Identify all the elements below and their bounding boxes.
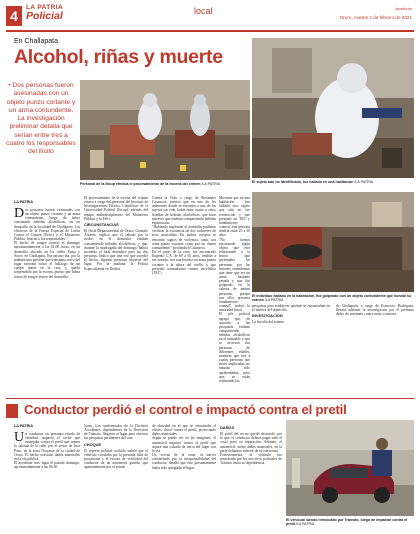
photo1-caption — [80, 182, 250, 186]
victim-room-image — [252, 192, 414, 292]
story-headline[interactable]: Alcohol, riñas y muerte — [14, 46, 223, 68]
story2-col4-text: El pretil del sector quedó destruido, por lo que, el conductor deberá pagar todo el costo para su reparación. Además, el automóvil, sufrió daños materiales, en la parte delantera inferior de su estructura. — [220, 432, 282, 453]
story2-headline[interactable]: Conductor perdió el control e impactó contra el pretil — [24, 402, 347, 417]
story1-column2 — [84, 196, 148, 394]
section-marker-icon — [6, 404, 18, 418]
header-rule — [6, 30, 414, 32]
logo-section: Policial — [26, 10, 63, 22]
story2-col1-text: n conductor en presunto estado de ebriedad, impactó el coche que manejaba contra el pretil que separa la calzada de la calle, por el sector de Inca Pozo, en la zona Noroeste de la ciudad de Oruro. El hecho ocasionó daños materiales en la vía pública. — [14, 432, 80, 461]
photo3-caption — [252, 294, 414, 303]
photo2-credit: /LA PATRIA — [354, 180, 374, 184]
page-header — [0, 0, 420, 34]
issue-date: Oruro, martes 2 de febrero de 2021 — [339, 15, 412, 20]
story1-col4-wrap — [219, 196, 250, 394]
car-photo[interactable] — [286, 420, 414, 516]
story2-col3c-text: Un vecino de la zona, al mover consternado por la irresponsabilidad del conductor, detalló que éste presuntamente había sido arreglado el lugar. — [152, 453, 216, 470]
investigation-subhead: INVESTIGACIÓN — [252, 313, 283, 319]
story1-col4b-text: "No hemos encontrado algún objeto que esté relacionado a la lesión que presentaba las personas, por las lesiones entendemos que tiene que ser un arma bastante pesada y que fue golpeado en la cabeza de ambas personas, porque son ellos presenta hundimiento craneal", indicó la autoridad fiscal. — [219, 237, 250, 313]
room-image — [252, 38, 414, 178]
crash-subhead: CHOQUE — [84, 441, 102, 447]
dropcap: D — [14, 208, 25, 221]
story2-col2b-text: El reporte policial recibido señala que el vehículo circulaba por la presunta falta de precaución y el exceso de velocidad del conductor de un automóvil guinda, que aparentemente por el estado — [84, 448, 148, 470]
damage-subhead: DAÑOS — [220, 425, 235, 430]
story1-column1 — [14, 208, 80, 394]
story1-col2b-text: El fiscal Departamental de Oruro, Gonzalo Álvarez, explicó que el sábado por la noche, en el domicilio estaban consumiendo bebidas alcohólicas, y que, durante la madrugada del domingo, habría sucedido el fatal desenlace para las dos personas. Indicó que una vez que sucedió el hecho, algunas personas huyeron del lugar. Por la mañana, la Policía Especializada en Delitos — [84, 229, 148, 271]
story2-col3-text: de ebriedad en el que se encontraba el chofer, chocó contra el pretil, provocando daños materiales. — [152, 424, 216, 437]
story1-byline: LA PATRIA — [14, 200, 33, 204]
dropcap-2: U — [14, 432, 25, 445]
car-photo-caption — [286, 518, 414, 527]
story2-col3b-text: Según se puede ver en las imágenes, el automóvil impactó contra el pretil que separa una calzada de tierra del lugar con la vía. — [152, 436, 216, 453]
section-label: local — [194, 6, 213, 16]
story2-column4 — [220, 424, 282, 532]
room-photo[interactable] — [252, 38, 414, 178]
story1-col3b-text: "Habiendo ingresado al domicilio pudimos verificar la existencia de dos cadáveres de sexo masculino. En ambos cuerpos se encontró signos de violencia, tanto con arma punzo cortante como por un objeto contundente", profundizó Casanova. — [152, 225, 216, 250]
story2-column3 — [152, 424, 216, 532]
photo1-caption-text: Personal de la Iitcup efectúa el procesamiento de la escena del crimen — [80, 182, 201, 186]
story1-col5-text: pesquisas para establecer quiénes se encontraban en el interior del domicilio. — [252, 304, 330, 313]
story1-col1-text: os personas fueron victimadas con un objeto punzo cortante y un arma contundente, luego de haber consumido bebidas alcohólicas, en un domicilio en la localidad de Challapata. Los efectivos de la Fuerza Especial de Lucha Contra el Crimen (Felcc) y el Ministerio Público, buscan a los responsables. — [14, 208, 80, 242]
story2-col2-text: horas. Los uniformados de la División Accidentes, dependientes de la Dirección de Tránsito, llegaron al lugar para efectuar las pesquisas pertinentes del caso. — [84, 424, 148, 441]
story-lead — [6, 82, 76, 157]
story1-col5b-text: La fiscalía del asiento — [252, 320, 285, 325]
story1-col2-text: El procesamiento de la escena del crimen estuvo a cargo del personal del Instituto de Investigaciones Técnico Científicas de la Universidad Policial (Iitcup), además del equipo multidisciplinario del Ministerio Público y la Felcc. — [84, 196, 148, 221]
page-number: 4 — [6, 6, 22, 26]
circumstances-subhead: CIRCUNSTANCIAS — [84, 221, 119, 227]
crime-scene-image — [80, 80, 250, 180]
photo2-caption — [252, 180, 414, 184]
story2-col4b-text: Posteriormente, el vehículo fue remolcado por los efectivos policiales de Tránsito hasta su dependencia. — [220, 452, 282, 466]
story2-col1b-text: El accidente tuvo lugar el pasado domingo, aproximadamente a las 06:30 — [14, 461, 80, 470]
story1-col6-text: de Challapata, a cargo de Francisco Rodríguez, llevará adelante la investigación por el presunto delito de asesinato contra autor o autores. — [336, 304, 414, 317]
story-divider — [6, 398, 414, 399]
story2-column1 — [14, 432, 80, 532]
bullet-icon: • — [8, 82, 11, 89]
story1-col4c-text: El jefe policial agregó que, de acuerdo a las pesquisas, estaban compartiendo bebidas alcohólicas en el inmueble y que se tuvieron dos personas de diferentes edades, mientras que tres a cuatro personas que están implicadas no habrían sido aprehendidas, pero que se están realizando las — [219, 312, 250, 383]
photo3-credit: /LA PATRIA — [264, 298, 284, 303]
logo-name: LA PATRIA — [26, 4, 64, 11]
story1-col3-text: Contra la Vida, a cargo de Alexander Casanova, precisó que en uno de los ambientes donde se encontró a uno de los sujetos sin vida, había entre cuatro a cinco botellas de bebidas alcohólicas, que hace entrever que estaban compartiendo bebidas espirituosas. — [152, 196, 216, 225]
story2-byline: LA PATRIA — [14, 424, 33, 428]
car-photo-caption-text: El vehículo siendo remolcado por Tránsito, luego de impactar contra el pretil — [286, 518, 408, 527]
victim-room-photo[interactable] — [252, 192, 414, 292]
story1-column5 — [252, 304, 330, 394]
photo3-caption-text: El individuo hallado en la habitación, fue golpeado con un objeto contundente que hundió su cráneo — [252, 294, 412, 303]
car-photo-credit: /LA PATRIA — [295, 522, 315, 527]
crime-scene-photo[interactable] — [80, 80, 250, 180]
lead-text: Dos personas fueron asesinadas con un objeto punzo cortante y un arma contundente. La investigación preliminar detalla que serían entre tres a cuatro los responsables del ilícito — [6, 82, 76, 156]
photo1-credit: /LA PATRIA — [201, 182, 221, 186]
newspaper-logo[interactable] — [26, 4, 96, 26]
story1-col4-text: Mientras que en una habitación fue hallado otro sujeto que aún no fue reconocido y que presentó un TEC y hundimiento craneal, esta persona tendría entre 25 a 30 años. — [219, 196, 250, 238]
story-kicker: En Challapata — [14, 38, 58, 45]
story1-column6 — [336, 304, 414, 394]
story1-column3 — [152, 196, 216, 394]
photo2-caption-text: El sujeto aún no identificado, fue hallado en una habitación — [252, 180, 354, 184]
story1-col1b-text: El hecho de sangre ocurrió el domingo aproximadamente a las 01:00 horas, en un domicilio ubicado en las calles Tarija y Sucre, en Challapata. Ese mismo día, por la mañana una persona que transitaba cerca del lugar informó sobre el hallazgo de un cuerpo inerte en la casa, y quedó sorprendido por la escena, puesto que había restos de sangre afuera del domicilio. — [14, 241, 80, 279]
story1-col3c-text: En el patio de la casa, fue encontrado Eugenio C.A. de 60 a 65 años, tendido a un costado, con una herida con arma punzo cortante a la altura del cuello, y que presentó traumatismo craneo encefálico (TEC) — [152, 250, 216, 275]
story2-column2 — [84, 424, 148, 532]
site-label: lapatria.bo — [395, 7, 412, 11]
car-image — [286, 420, 414, 516]
